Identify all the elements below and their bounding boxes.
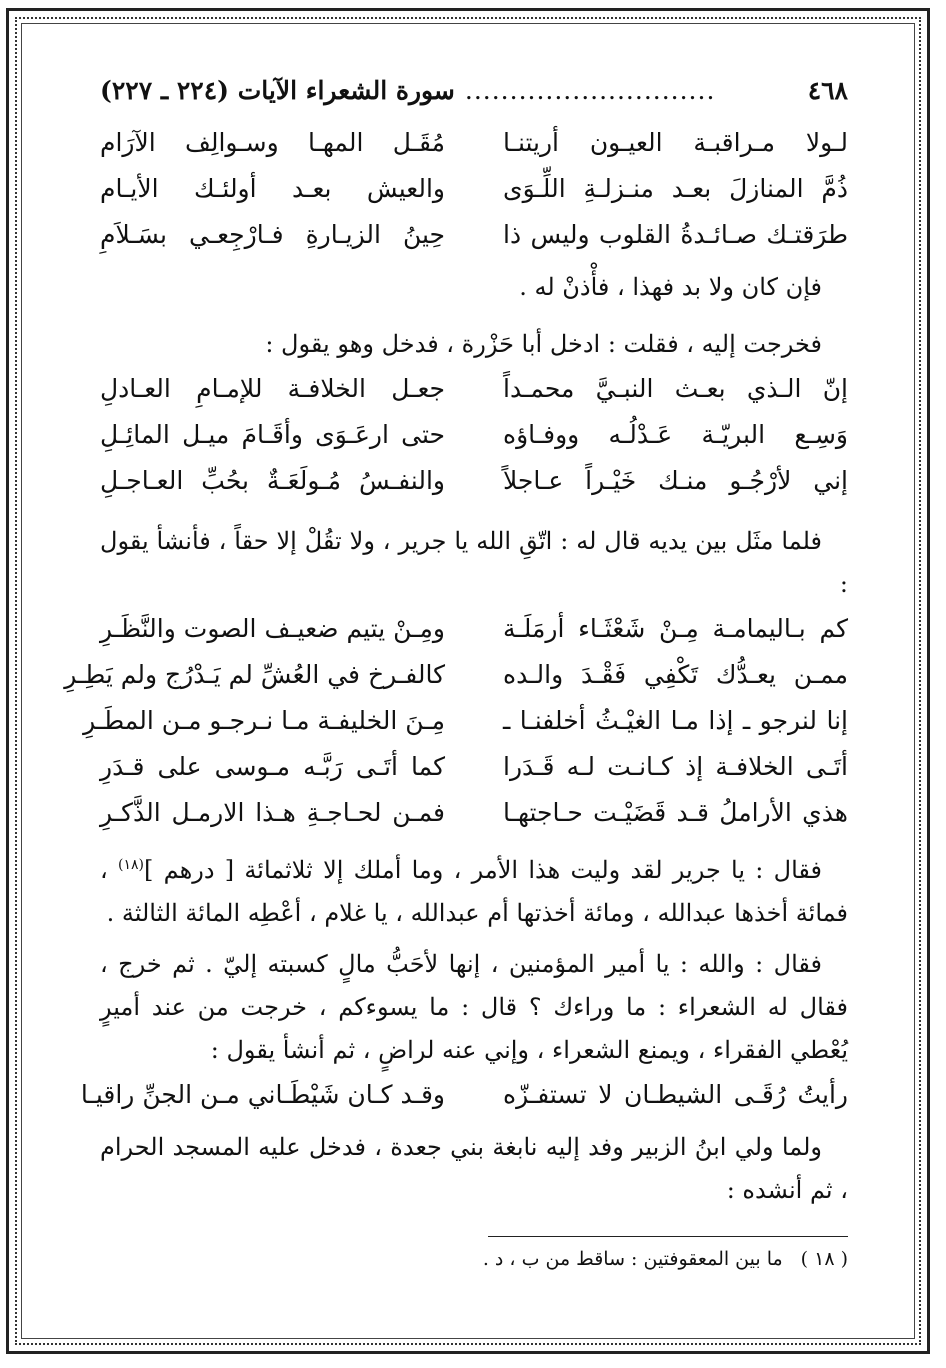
paragraph-text: فقال : يا جرير لقد وليت هذا الأمر ، وما أملك إلا ثلاثمائة [ درهم ] [144, 856, 822, 884]
footnote [483, 1248, 848, 1270]
verse-first-hemistich: إنا لنرجو ـ إذا مـا الغيْـثُ أخلفنـا ـ [503, 706, 848, 735]
spacer [100, 935, 848, 943]
verse-second-hemistich: كالفـرخ في العُشِّ لم يَـدْرُج ولم يَطِـرِ [64, 660, 445, 689]
page-content [64, 76, 848, 1336]
footnote-text: ما بين المعقوفتين : ساقط من ب ، د . [482, 1248, 783, 1270]
paragraph: فقال : والله : يا أمير المؤمنين ، إنها لأحَبُّ مالٍ كسبته إليّ . ثم خرج ، فقال له الشعراء : ما وراءك ؟ قال : ما يسوءكم ، خرجت من عند أميرٍ يُعْطي الفقراء ، ويمنع الشعراء ، وإني عنه لراضٍ ، ثم أنشأ يقول : [100, 950, 848, 1064]
verse-first-hemistich: ذُمَّ المنازلَ بعـد منـزلـةِ اللِّـوَى [503, 174, 848, 203]
spacer [100, 366, 848, 374]
verse-line [100, 614, 848, 660]
poem-block-4 [80, 1080, 848, 1126]
verse-second-hemistich: كما أتَـى رَبَّـه مـوسى على قـدَرِ [100, 752, 445, 781]
verse-line [100, 420, 848, 466]
page-number: ٤٦٨ [807, 76, 848, 105]
verse-first-hemistich: لـولا مـراقبـة العيـون أريتنـا [503, 128, 848, 157]
verse-first-hemistich: كم بـاليمامـة مِـنْ شَعْثَـاء أرمَلَـة [503, 614, 848, 643]
paragraph: ولما ولي ابنُ الزبير وفد إليه نابغة بني جعدة ، فدخل عليه المسجد الحرام ، ثم أنشده : [100, 1133, 848, 1204]
verse-second-hemistich: حِينُ الزيـارةِ فـارْجِعـي بسَـلاَمِ [100, 220, 445, 249]
verse-line [100, 174, 848, 220]
paragraph [100, 844, 848, 935]
verse-second-hemistich: مُقَـل المهـا وسـوالِف الآرَام [100, 128, 445, 157]
running-header [100, 76, 848, 120]
verse-first-hemistich: هذي الأراملُ قـد قَضَيْـت حـاجتهـا [503, 798, 848, 827]
verse-first-hemistich: إنّ الـذي بعـث النبـيَّ محمـداً [503, 374, 848, 403]
verse-line [100, 752, 848, 798]
spacer [100, 512, 848, 520]
verse-line [83, 706, 848, 752]
verse-line [100, 128, 848, 174]
footnote-number: ( ١٨ ) [800, 1248, 848, 1270]
poem-block-3 [64, 614, 848, 844]
spacer [100, 1072, 848, 1080]
verse-first-hemistich: أتَـى الخلافـة إذ كـانـت لـه قَـدَرا [503, 752, 848, 781]
spacer [100, 606, 848, 614]
verse-second-hemistich: جعـل الخلافـة للإمـامِ العـادلِ [100, 374, 445, 403]
verse-line [100, 220, 848, 266]
header-title: سورة الشعراء الآيات (٢٢٤ ـ ٢٢٧) [100, 76, 455, 105]
spacer [100, 309, 848, 323]
paragraph: فخرجت إليه ، فقلت : ادخل أبا حَزْرة ، فدخل وهو يقول : [265, 330, 822, 358]
poem-block-1 [100, 128, 848, 266]
verse-first-hemistich: رأيتُ رُقَـى الشيطـان لا تستفـزّه [503, 1080, 848, 1109]
footnote-reference: (١٨) [118, 857, 144, 873]
verse-second-hemistich: وقـد كـان شَيْطَـاني مـن الجنِّ راقيـا [80, 1080, 445, 1109]
verse-line [100, 798, 848, 844]
header-dots: ............................ [464, 76, 716, 105]
verse-line [64, 660, 848, 706]
paragraph-text: ، فمائة أخذها عبدالله ، ومائة أخذتها أم عبدالله ، يا غلام ، أعْطِه المائة الثالثة . [100, 856, 848, 927]
poem-block-2 [100, 374, 848, 512]
header-title-group [100, 76, 715, 105]
verse-second-hemistich: ومِـنْ يتيم ضعيـف الصوت والنَّظَـرِ [100, 614, 445, 643]
paragraph: فلما مثَل بين يديه قال له : اتّقِ الله يا جرير ، ولا تقُلْ إلا حقاً ، فأنشأ يقول : [100, 527, 848, 598]
verse-second-hemistich: والعيش بعـد أولئـك الأيـام [100, 174, 445, 203]
verse-line [80, 1080, 848, 1126]
verse-second-hemistich: حتى ارعَـوَى وأقَـامَ ميـل المائِـلِ [100, 420, 445, 449]
verse-first-hemistich: ممـن يعـدُّك تَكْفِي فَقْـدَ والـده [503, 660, 848, 689]
verse-first-hemistich: وَسِـع البريّـة عَـدْلُـه ووفـاؤه [503, 420, 848, 449]
verse-second-hemistich: مِـنَ الخليفـة مـا نـرجـو مـن المطَـرِ [83, 706, 445, 735]
paragraph: فإن كان ولا بد فهذا ، فأْذنْ له . [519, 273, 822, 301]
verse-second-hemistich: والنفـسُ مُـولَعَـةٌ بحُبِّ العـاجـلِ [100, 466, 445, 495]
verse-line [100, 374, 848, 420]
spacer [100, 120, 848, 128]
verse-first-hemistich: طرَقتـك صـائـدةُ القلوب وليس ذا [503, 220, 848, 249]
verse-line [100, 466, 848, 512]
verse-first-hemistich: إني لأرْجُـو منـك خَيْـراً عـاجلاً [503, 466, 848, 495]
verse-second-hemistich: فمـن لحـاجـةِ هـذا الارمـل الذَّكـرِ [100, 798, 445, 827]
footnote-divider [488, 1236, 848, 1237]
